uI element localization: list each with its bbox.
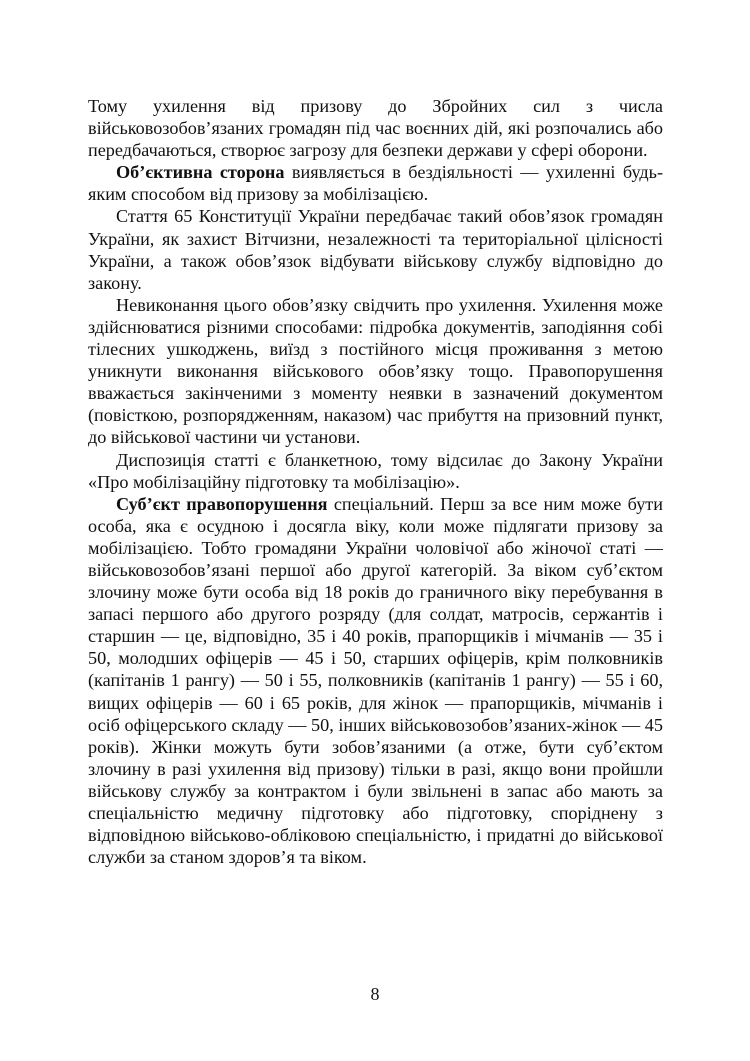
paragraph xyxy=(88,493,663,869)
paragraph xyxy=(88,294,663,449)
paragraph-lead-term: Суб’єкт правопорушення xyxy=(116,493,328,514)
paragraph-text: Диспозиція статті є бланкетною, тому відсилає до Закону України «Про мобілізаційну підготовку та мобілізацію». xyxy=(88,449,663,492)
page-body xyxy=(88,95,663,868)
paragraph-text: спеціальний. Перш за все ним може бути особа, яка є осудною і досягла віку, коли може підлягати призову за мобілізацією. Тобто громадяни України чоловічої або жіночої статі — військовозобов’язані першої або другої категорій. За віком суб’єктом злочину може бути особа від 18 років до граничного віку перебування в запасі першого або другого розряду (для солдат, матросів, сержантів і старшин — це, відповідно, 35 і 40 років, прапорщиків і мічманів — 35 і 50, молодших офіцерів — 45 і 50, старших офіцерів, крім полковників (капітанів 1 рангу) — 50 і 55, полковників (капітанів 1 рангу) — 55 і 60, вищих офіцерів — 60 і 65 років, для жінок — прапорщиків, мічманів і осіб офіцерського складу — 50, інших військовозобов’язаних-жінок — 45 років). Жінки можуть бути зобов’язаними (а отже, бути суб’єктом злочину в разі ухилення від призову) тільки в разі, якщо вони пройшли військову службу за контрактом і були звільнені в запас або мають за спеціальністю медичну підготовку або підготовку, споріднену з відповідною військово-обліковою спеціальністю, і придатні до військової служби за станом здоров’я та віком. xyxy=(88,493,663,868)
paragraph xyxy=(88,161,663,205)
paragraph-text: Невиконання цього обов’язку свідчить про ухилення. Ухилення може здійснюватися різними способами: підробка документів, заподіяння собі тілесних ушкоджень, виїзд з постійного місця проживання з метою уникнути виконання військового обов’язку тощо. Правопорушення вважається закінченими з моменту неявки в зазначений документом (повісткою, розпорядженням, наказом) час прибуття на призовний пункт, до військової частини чи установи. xyxy=(88,294,663,448)
paragraph-lead-term: Об’єктивна сторона xyxy=(116,162,285,183)
paragraph xyxy=(88,449,663,493)
page-number: 8 xyxy=(370,984,380,1004)
paragraph xyxy=(88,205,663,293)
paragraph-text: виявляється в бездіяльності — ухиленні будь-яким способом від призову за мобілізацією. xyxy=(88,162,664,205)
paragraph-text: Стаття 65 Конституції України передбачає такий обов’язок громадян України, як захист Вітчизни, незалежності та територіальної цілісності України, а також обов’язок відбувати військову службу відповідно до закону. xyxy=(88,206,663,293)
paragraph-text: Тому ухилення від призову до Збройних сил з числа військовозобов’язаних громадян під час воєнних дій, які розпочались або передбачаються, створює загрозу для безпеки держави у сфері оборони. xyxy=(88,96,663,161)
paragraph xyxy=(88,95,663,161)
